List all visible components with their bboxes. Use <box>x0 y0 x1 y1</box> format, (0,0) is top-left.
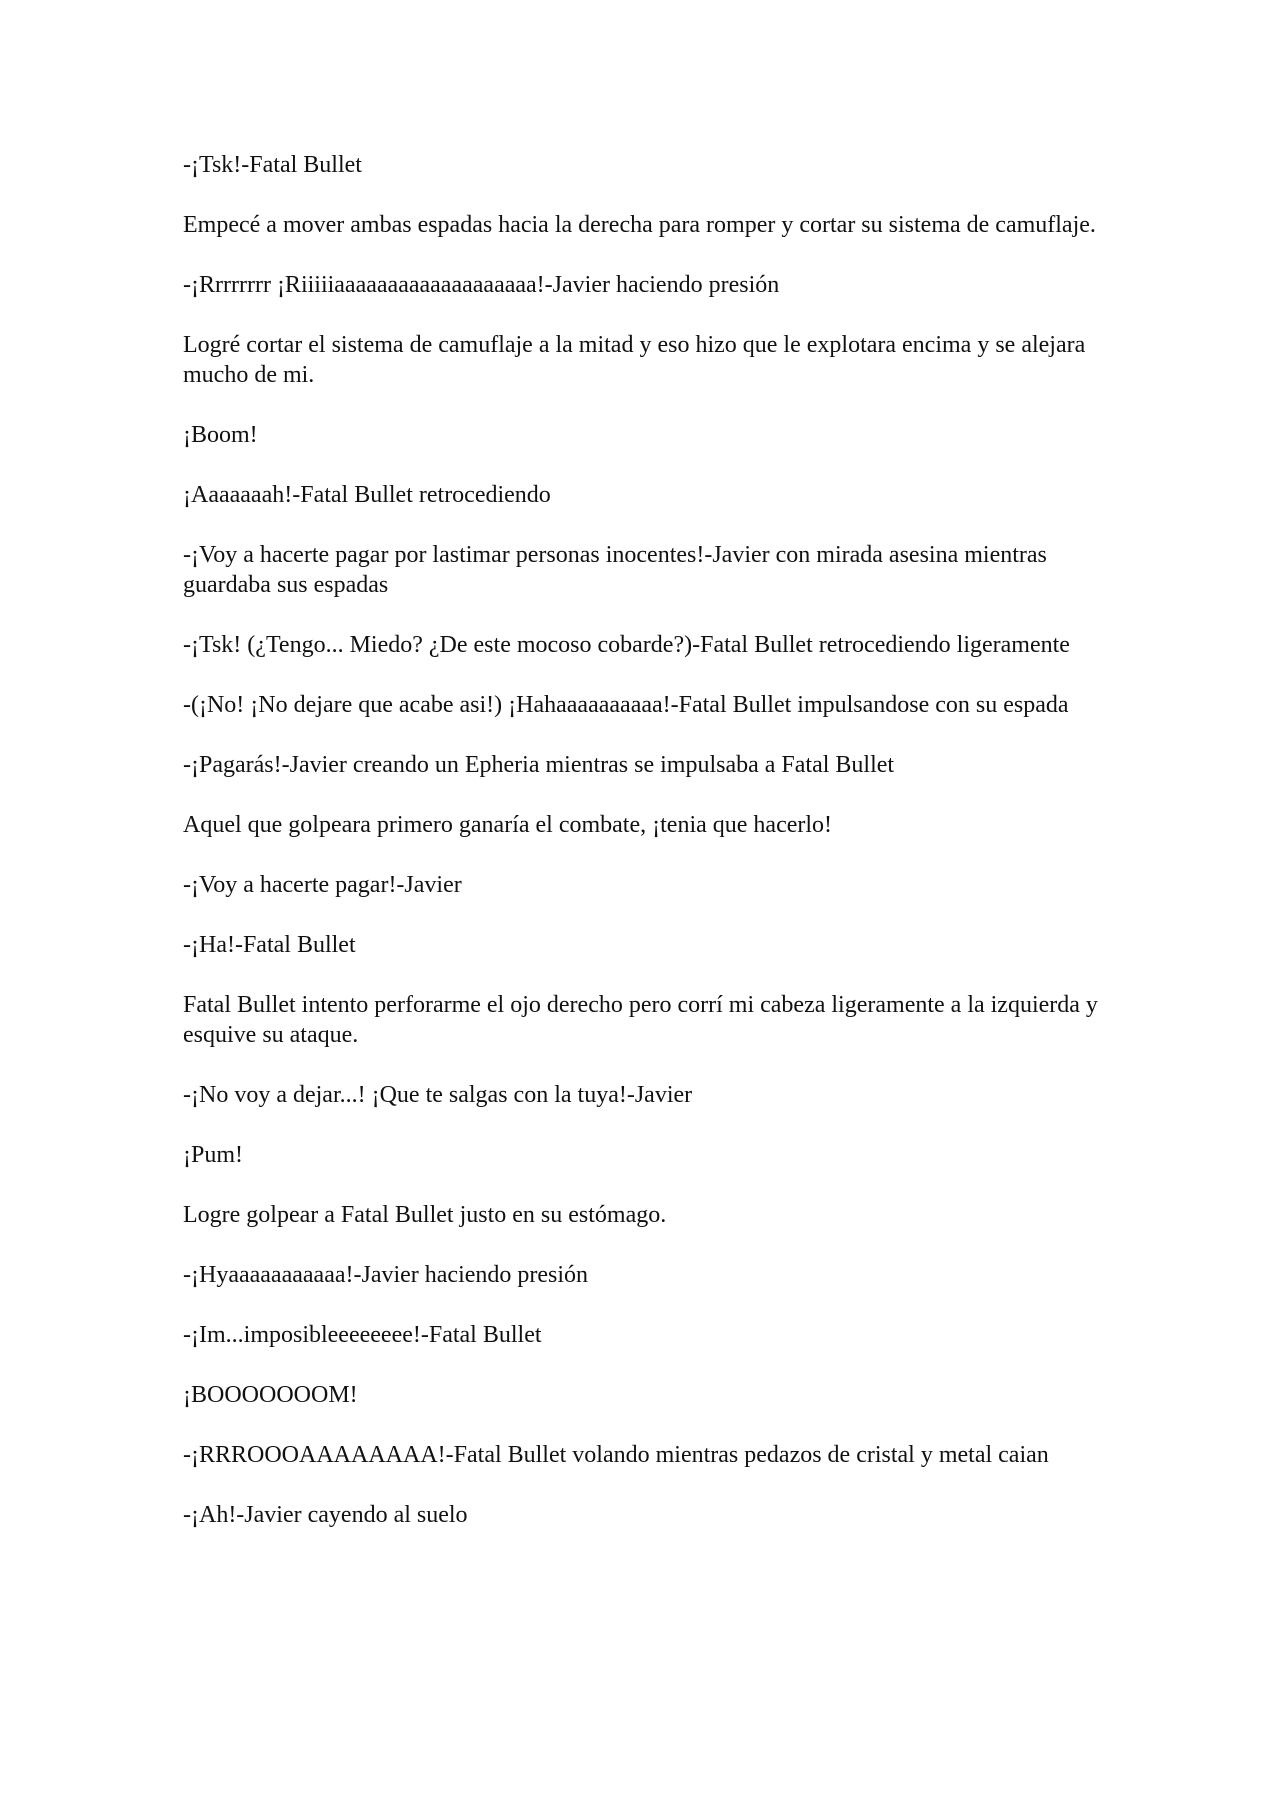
paragraph: -¡RRROOOAAAAAAAA!-Fatal Bullet volando mientras pedazos de cristal y metal caian <box>183 1442 1049 1468</box>
paragraph: -¡Voy a hacerte pagar por lastimar personas inocentes!-Javier con mirada asesina mientras guardaba sus espadas <box>183 542 1047 598</box>
paragraph: Logre golpear a Fatal Bullet justo en su estómago. <box>183 1202 667 1228</box>
paragraph: -¡Tsk! (¿Tengo... Miedo? ¿De este mocoso cobarde?)-Fatal Bullet retrocediendo ligeramente <box>183 632 1070 658</box>
paragraph: -¡No voy a dejar...! ¡Que te salgas con la tuya!-Javier <box>183 1082 693 1108</box>
paragraph: ¡Boom! <box>183 422 258 448</box>
paragraph: -¡Tsk!-Fatal Bullet <box>183 152 362 178</box>
paragraph: Logré cortar el sistema de camuflaje a la mitad y eso hizo que le explotara encima y se alejara mucho de mi. <box>183 332 1086 388</box>
story-text <box>183 150 1103 1560</box>
paragraph: Fatal Bullet intento perforarme el ojo derecho pero corrí mi cabeza ligeramente a la izquierda y esquive su ataque. <box>183 992 1098 1048</box>
paragraph: ¡BOOOOOOOM! <box>183 1382 358 1408</box>
paragraph: Empecé a mover ambas espadas hacia la derecha para romper y cortar su sistema de camuflaje. <box>183 212 1096 238</box>
paragraph: -¡Hyaaaaaaaaaaa!-Javier haciendo presión <box>183 1262 589 1288</box>
paragraph: Aquel que golpeara primero ganaría el combate, ¡tenia que hacerlo! <box>183 812 833 838</box>
paragraph: ¡Pum! <box>183 1142 243 1168</box>
paragraph: -¡Ha!-Fatal Bullet <box>183 932 356 958</box>
paragraph: -¡Voy a hacerte pagar!-Javier <box>183 872 462 898</box>
paragraph: -¡Ah!-Javier cayendo al suelo <box>183 1502 468 1528</box>
paragraph: -¡Rrrrrrrr ¡Riiiiiaaaaaaaaaaaaaaaaaaa!-Javier haciendo presión <box>183 272 780 298</box>
paragraph: -(¡No! ¡No dejare que acabe asi!) ¡Hahaaaaaaaaaa!-Fatal Bullet impulsandose con su espada <box>183 692 1069 718</box>
paragraph: ¡Aaaaaaah!-Fatal Bullet retrocediendo <box>183 482 551 508</box>
paragraph: -¡Im...imposibleeeeeeee!-Fatal Bullet <box>183 1322 542 1348</box>
paragraph: -¡Pagarás!-Javier creando un Epheria mientras se impulsaba a Fatal Bullet <box>183 752 895 778</box>
